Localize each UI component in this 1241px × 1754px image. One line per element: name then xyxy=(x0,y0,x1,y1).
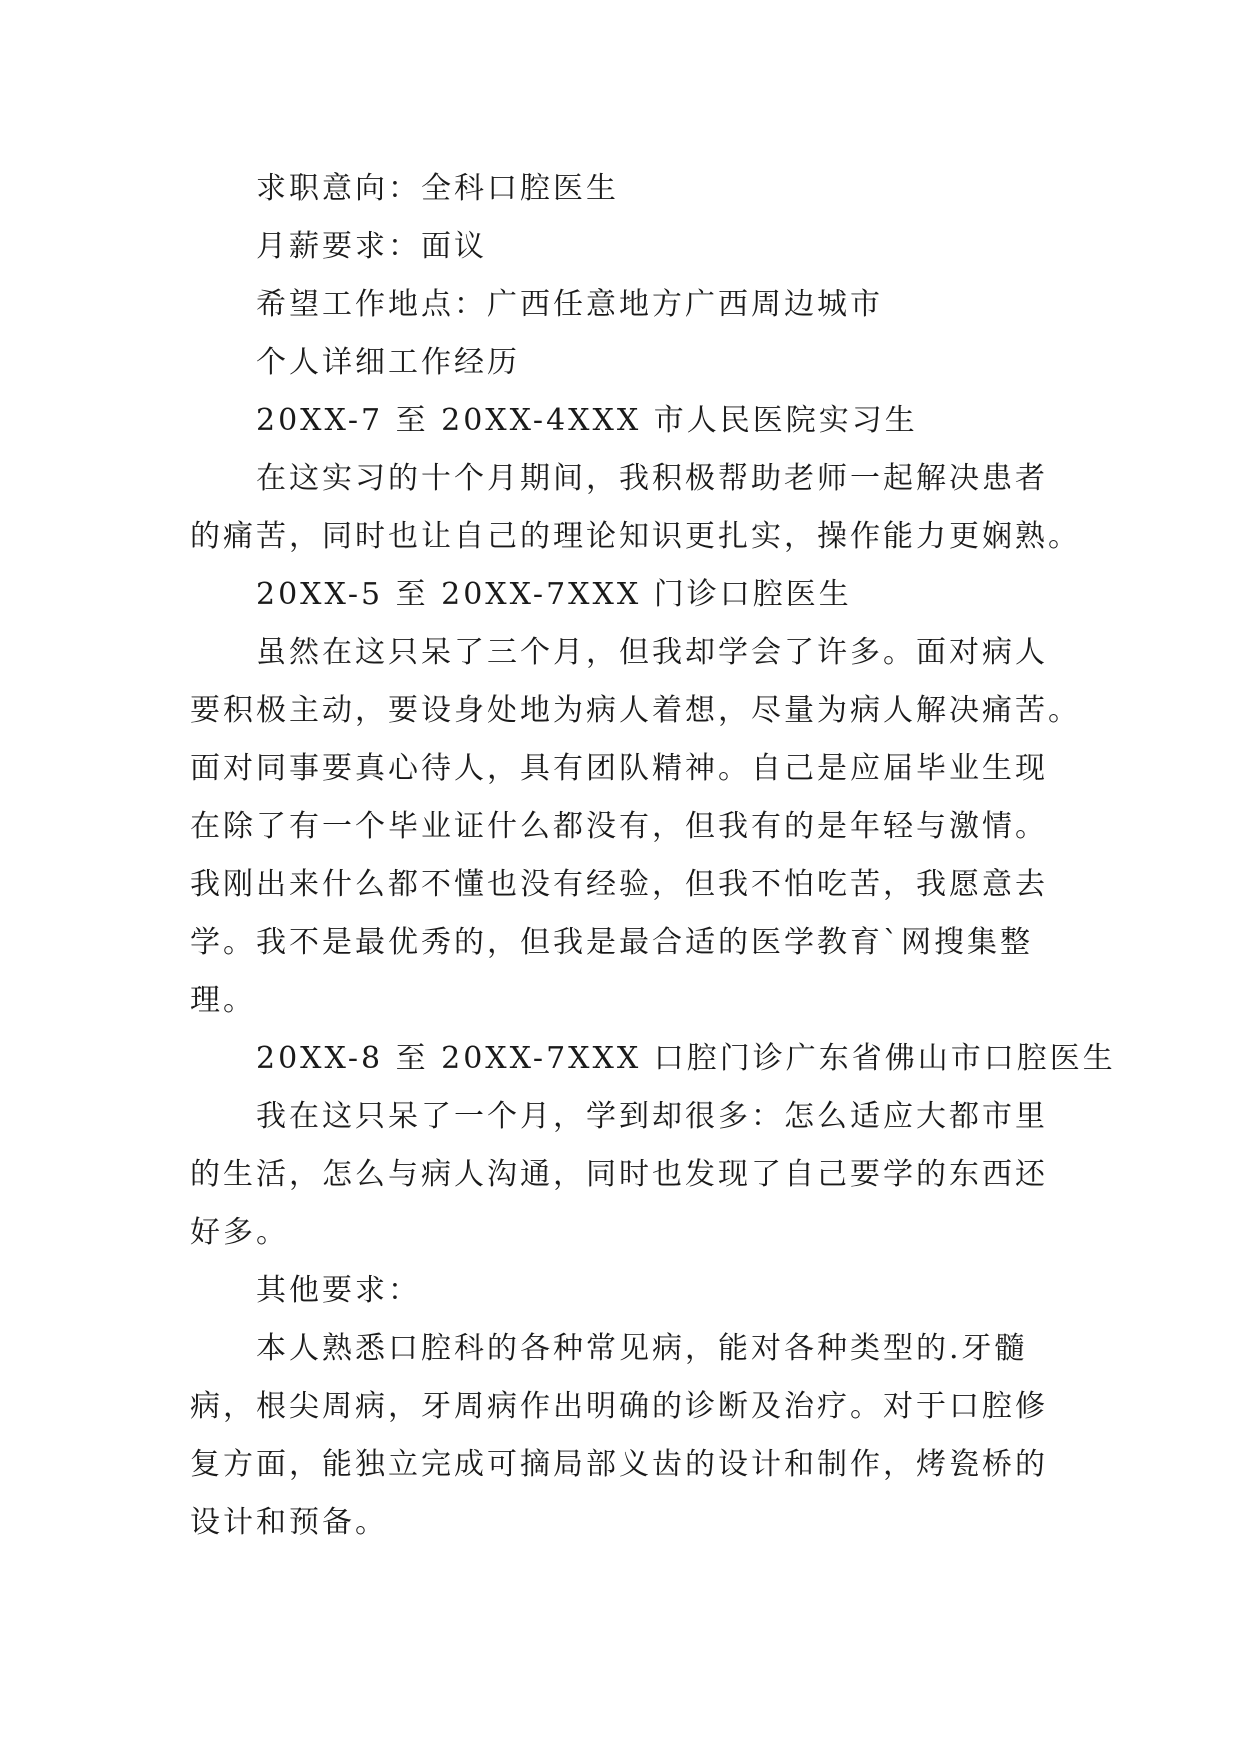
job-intention-line: 求职意向：全科口腔医生 xyxy=(256,171,619,206)
experience-1-title: 20XX-7 至 20XX-4XXX 市人民医院实习生 xyxy=(256,403,918,438)
experience-2-text-line: 理。 xyxy=(190,983,256,1018)
experience-2-title: 20XX-5 至 20XX-7XXX 门诊口腔医生 xyxy=(256,577,852,612)
experience-1-text-line: 在这实习的十个月期间，我积极帮助老师一起解决患者 xyxy=(256,461,1048,496)
other-requirements-heading: 其他要求： xyxy=(256,1273,421,1308)
experience-2-text-line: 我刚出来什么都不懂也没有经验，但我不怕吃苦，我愿意去 xyxy=(190,867,1048,902)
salary-requirement-line: 月薪要求：面议 xyxy=(256,229,487,264)
experience-1-text-line: 的痛苦，同时也让自己的理论知识更扎实，操作能力更娴熟。 xyxy=(190,519,1081,554)
work-location-line: 希望工作地点：广西任意地方广西周边城市 xyxy=(256,287,883,322)
other-requirements-text-line: 复方面，能独立完成可摘局部义齿的设计和制作，烤瓷桥的 xyxy=(190,1447,1048,1482)
experience-3-title: 20XX-8 至 20XX-7XXX 口腔门诊广东省佛山市口腔医生 xyxy=(256,1041,1116,1076)
experience-2-text-line: 面对同事要真心待人，具有团队精神。自己是应届毕业生现 xyxy=(190,751,1048,786)
experience-3-text-line: 的生活，怎么与病人沟通，同时也发现了自己要学的东西还 xyxy=(190,1157,1048,1192)
document-body xyxy=(190,160,1116,1552)
experience-3-text-line: 我在这只呆了一个月，学到却很多：怎么适应大都市里 xyxy=(256,1099,1048,1134)
experience-2-text-line: 学。我不是最优秀的，但我是最合适的医学教育`网搜集整 xyxy=(190,925,1033,960)
other-requirements-text-line: 病，根尖周病，牙周病作出明确的诊断及治疗。对于口腔修 xyxy=(190,1389,1048,1424)
other-requirements-text-line: 设计和预备。 xyxy=(190,1505,388,1540)
work-history-heading: 个人详细工作经历 xyxy=(256,345,520,380)
experience-2-text-line: 虽然在这只呆了三个月，但我却学会了许多。面对病人 xyxy=(256,635,1048,670)
experience-2-text-line: 要积极主动，要设身处地为病人着想，尽量为病人解决痛苦。 xyxy=(190,693,1081,728)
experience-2-text-line: 在除了有一个毕业证什么都没有，但我有的是年轻与激情。 xyxy=(190,809,1048,844)
other-requirements-text-line: 本人熟悉口腔科的各种常见病，能对各种类型的.牙髓 xyxy=(256,1331,1028,1366)
experience-3-text-line: 好多。 xyxy=(190,1215,289,1250)
